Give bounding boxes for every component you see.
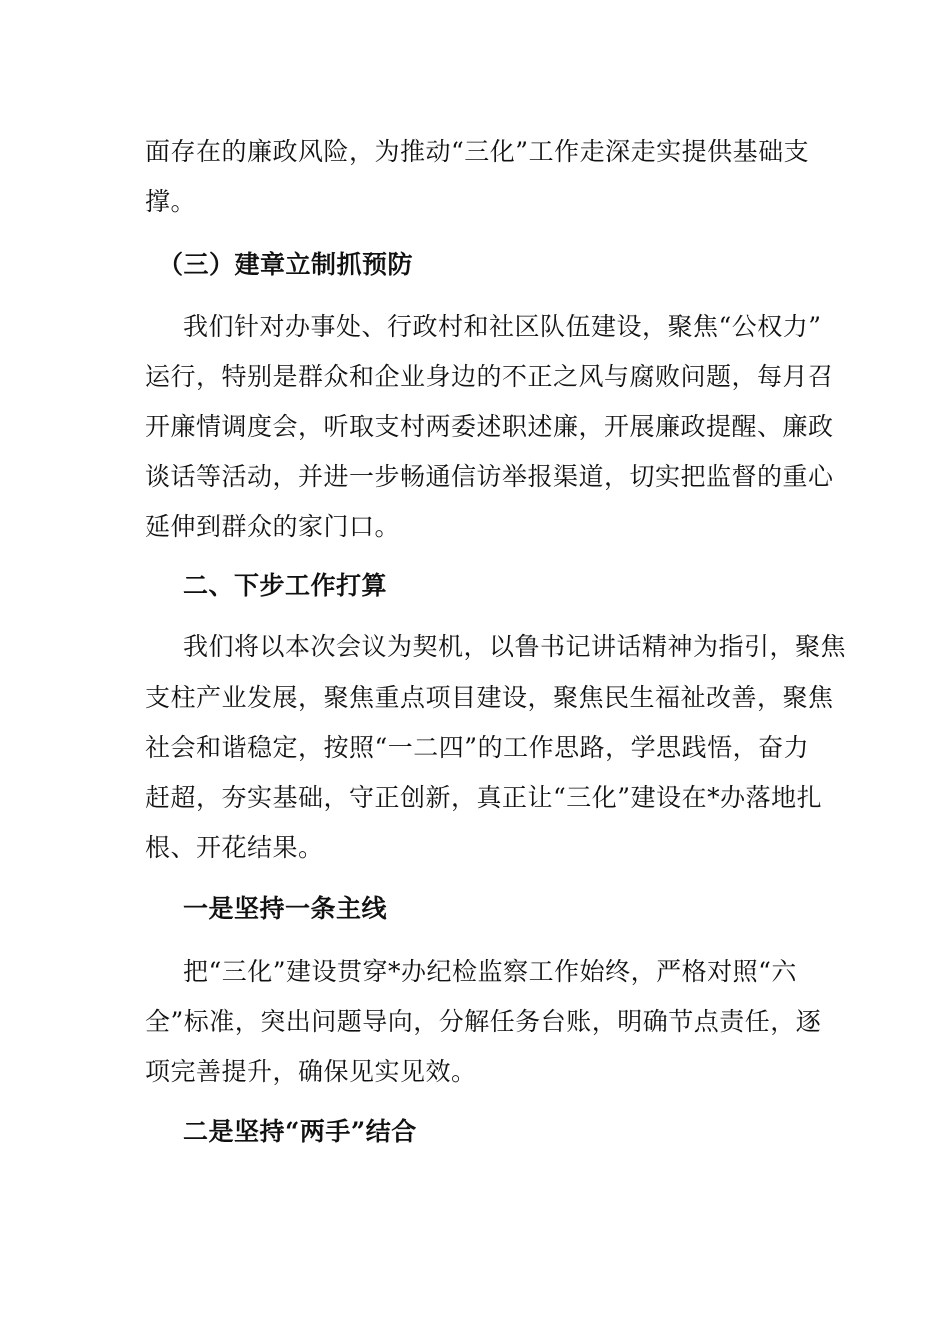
paragraph-line: 谈话等活动，并进一步畅通信访举报渠道，切实把监督的重心 [145,462,834,491]
section-heading: 二是坚持“两手”结合 [183,1117,417,1146]
paragraph-line: 根、开花结果。 [145,833,324,862]
section-heading: 一是坚持一条主线 [183,894,388,923]
paragraph-line: 面存在的廉政风险，为推动“三化”工作走深走实提供基础支 [145,137,810,166]
section-heading: （三）建章立制抓预防 [158,250,414,279]
section-heading: 二、下步工作打算 [183,571,388,600]
paragraph-line: 赶超，夯实基础，守正创新，真正让“三化”建设在*办落地扎 [145,783,823,812]
paragraph-line: 我们针对办事处、行政村和社区队伍建设，聚焦“公权力” [183,312,822,341]
paragraph-line: 社会和谐稳定，按照“一二四”的工作思路，学思践悟，奋力 [145,733,810,762]
paragraph-line: 撑。 [145,187,197,216]
paragraph-line: 延伸到群众的家门口。 [145,512,401,541]
paragraph-line: 我们将以本次会议为契机，以鲁书记讲话精神为指引，聚焦 [183,632,847,661]
paragraph-line: 支柱产业发展，聚焦重点项目建设，聚焦民生福祉改善，聚焦 [145,683,834,712]
paragraph-line: 开廉情调度会，听取支村两委述职述廉，开展廉政提醒、廉政 [145,412,834,441]
paragraph-line: 全”标准，突出问题导向，分解任务台账，明确节点责任，逐 [145,1007,822,1036]
paragraph-line: 把“三化”建设贯穿*办纪检监察工作始终，严格对照“六 [183,957,797,986]
paragraph-line: 运行，特别是群众和企业身边的不正之风与腐败问题，每月召 [145,362,834,391]
paragraph-line: 项完善提升，确保见实见效。 [145,1057,477,1086]
